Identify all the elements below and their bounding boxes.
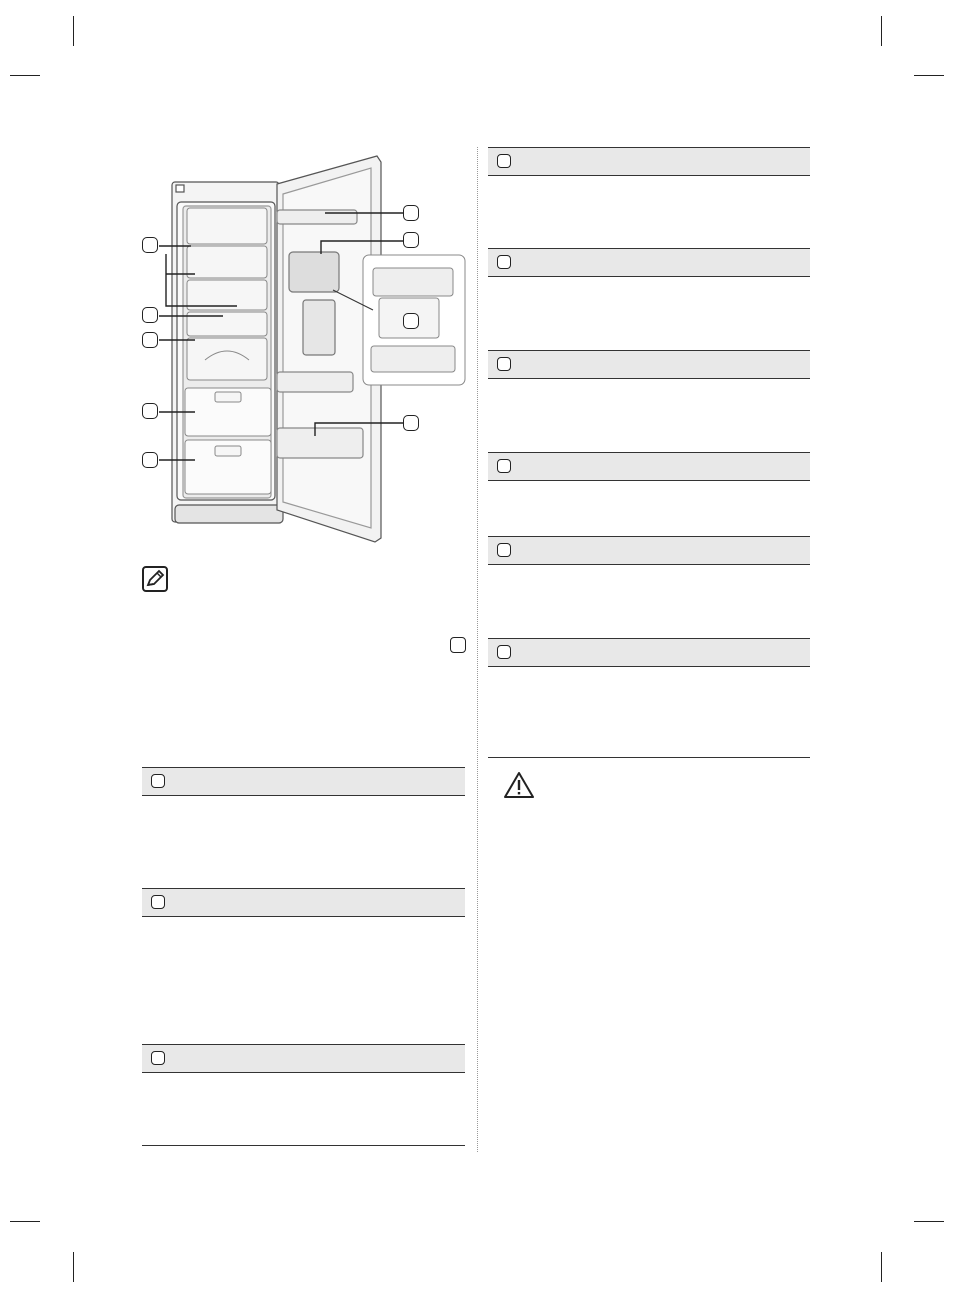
callout-marker	[403, 415, 419, 431]
section-number	[497, 645, 511, 659]
crop-mark	[881, 16, 882, 46]
column-divider	[477, 147, 478, 1152]
section-number	[497, 154, 511, 168]
crop-mark	[914, 1221, 944, 1222]
section-number	[151, 1051, 165, 1065]
section-end-rule	[488, 757, 810, 758]
section-end-rule	[142, 1145, 465, 1146]
pencil-note-icon	[142, 566, 168, 592]
section-header	[142, 1044, 465, 1073]
section-header	[488, 452, 810, 481]
note-item-marker	[450, 637, 466, 653]
section-header	[488, 248, 810, 277]
crop-mark	[73, 1252, 74, 1282]
section-number	[497, 255, 511, 269]
crop-mark	[10, 75, 40, 76]
callout-marker	[403, 205, 419, 221]
section-header	[142, 888, 465, 917]
section-number	[151, 774, 165, 788]
section-header	[488, 536, 810, 565]
section-header	[488, 638, 810, 667]
callout-marker	[403, 313, 419, 329]
section-header	[488, 147, 810, 176]
callout-marker	[142, 237, 158, 253]
crop-mark	[10, 1221, 40, 1222]
section-header	[488, 350, 810, 379]
crop-mark	[881, 1252, 882, 1282]
section-number	[497, 459, 511, 473]
callout-marker	[142, 403, 158, 419]
callout-marker	[142, 307, 158, 323]
section-number	[497, 357, 511, 371]
crop-mark	[73, 16, 74, 46]
section-header	[142, 767, 465, 796]
freezer-illustration	[135, 150, 475, 550]
callout-marker	[142, 452, 158, 468]
crop-mark	[914, 75, 944, 76]
freezer-shelves	[185, 208, 271, 494]
callout-marker	[142, 332, 158, 348]
section-number	[497, 543, 511, 557]
section-number	[151, 895, 165, 909]
callout-marker	[403, 232, 419, 248]
warning-triangle-icon	[503, 771, 535, 799]
